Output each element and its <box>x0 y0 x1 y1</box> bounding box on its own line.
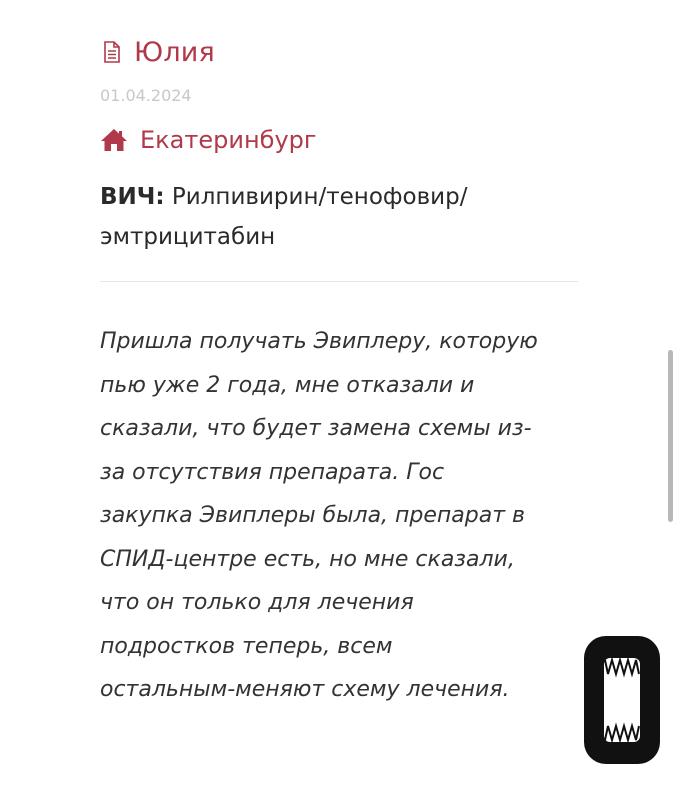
author-name[interactable]: Юлия <box>134 36 215 68</box>
zero-logo <box>580 632 664 768</box>
drug-value: Рилпивирин/тенофовир/ эмтрицитабин <box>100 184 468 250</box>
city-row <box>100 123 580 157</box>
story-text: Пришла получать Эвиплеру, которую пью уже 2 года, мне отказали и сказали, что будет замена схемы из- за отсутствия препарата. Гос закупка Эвиплеры была, препарат в СПИД-центре есть, но мне сказали, что он только для лечения подростков теперь, всем остальным-меняют схему лечения. <box>100 329 538 702</box>
drug-info <box>100 177 540 257</box>
home-icon <box>100 128 128 152</box>
document-icon <box>100 40 124 64</box>
scrollbar-thumb[interactable] <box>668 350 673 522</box>
drug-label: ВИЧ: <box>100 184 165 210</box>
divider <box>100 281 578 282</box>
post-date: 01.04.2024 <box>100 86 192 105</box>
author-row <box>100 30 580 74</box>
city-name: Екатеринбург <box>140 126 317 154</box>
review-card <box>100 30 580 712</box>
